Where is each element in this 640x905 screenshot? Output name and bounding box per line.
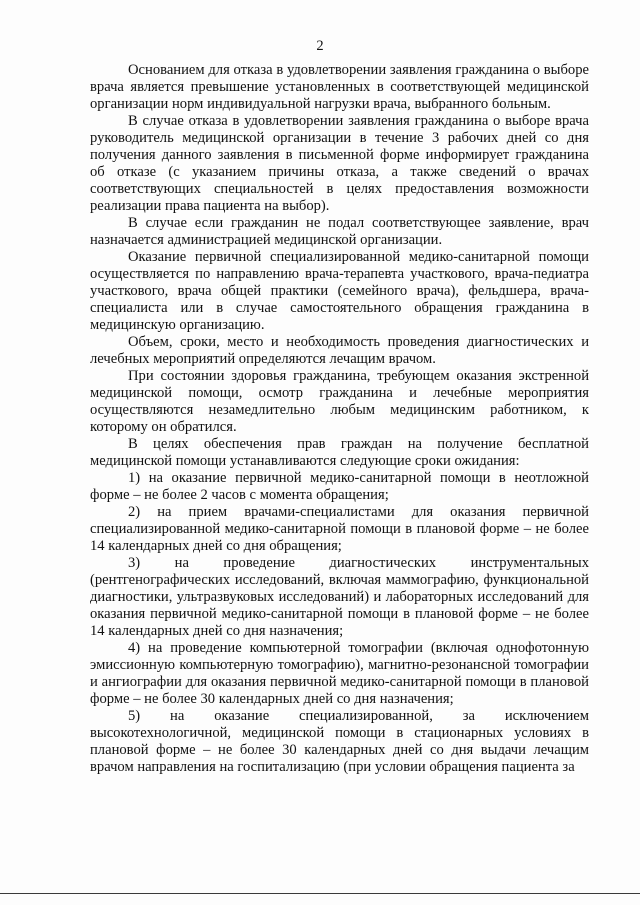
list-item-ct-mri: 4) на проведение компьютерной томографии (включая однофотонную эмиссионную компьютерную томографию), магнитно-резонансной томографии и ангиографии для оказания первичной медико-санитарной помощи в плановой форме – не более 30 календарных дней со дня назначения; xyxy=(90,640,589,707)
paragraph-refusal-procedure: В случае отказа в удовлетворении заявления гражданина о выборе врача руководитель медицинской организации в течение 3 рабочих дней со дня получения данного заявления в письменной форме информирует гражданина об отказе (с указанием причины отказа, а также сведений о врачах соответствующих специальностей в целях предоставления возможности реализации права пациента на выбор). xyxy=(90,113,589,214)
list-item-urgent-care: 1) на оказание первичной медико-санитарной помощи в неотложной форме – не более 2 часов с момента обращения; xyxy=(90,470,589,503)
paragraph-waiting-times-intro: В целях обеспечения прав граждан на получение бесплатной медицинской помощи устанавливаются следующие сроки ожидания: xyxy=(90,436,589,469)
paragraph-specialized-care-referral: Оказание первичной специализированной медико-санитарной помощи осуществляется по направлению врача-терапевта участкового, врача-педиатра участкового, врача общей практики (семейного врача), фельдшера, врача-специалиста или в случае самостоятельного обращения гражданина в медицинскую организацию. xyxy=(90,249,589,333)
paragraph-emergency-care: При состоянии здоровья гражданина, требующем оказания экстренной медицинской помощи, осмотр гражданина и лечебные мероприятия осуществляются незамедлительно любым медицинским работником, к которому он обратился. xyxy=(90,368,589,435)
bottom-rule xyxy=(0,893,640,894)
paragraph-scope-and-timing: Объем, сроки, место и необходимость проведения диагностических и лечебных мероприятий определяются лечащим врачом. xyxy=(90,334,589,367)
document-body xyxy=(90,62,589,776)
paragraph-no-application: В случае если гражданин не подал соответствующее заявление, врач назначается администрацией медицинской организации. xyxy=(90,215,589,248)
paragraph-refusal-basis: Основанием для отказа в удовлетворении заявления гражданина о выборе врача является превышение установленных в соответствующей медицинской организации норм индивидуальной нагрузки врача, выбранного больным. xyxy=(90,62,589,112)
page-number: 2 xyxy=(316,38,324,54)
list-item-hospitalization: 5) на оказание специализированной, за исключением высокотехнологичной, медицинской помощи в стационарных условиях в плановой форме – не более 30 календарных дней со дня выдачи лечащим врачом направления на госпитализацию (при условии обращения пациента за xyxy=(90,708,589,775)
list-item-diagnostic-tests: 3) на проведение диагностических инструментальных (рентгенографических исследований, включая маммографию, функциональной диагностики, ультразвуковых исследований) и лабораторных исследований для оказания первичной медико-санитарной помощи в плановой форме – не более 14 календарных дней со дня назначения; xyxy=(90,555,589,639)
list-item-specialist-appointment: 2) на прием врачами-специалистами для оказания первичной специализированной медико-санитарной помощи в плановой форме – не более 14 календарных дней со дня обращения; xyxy=(90,504,589,554)
